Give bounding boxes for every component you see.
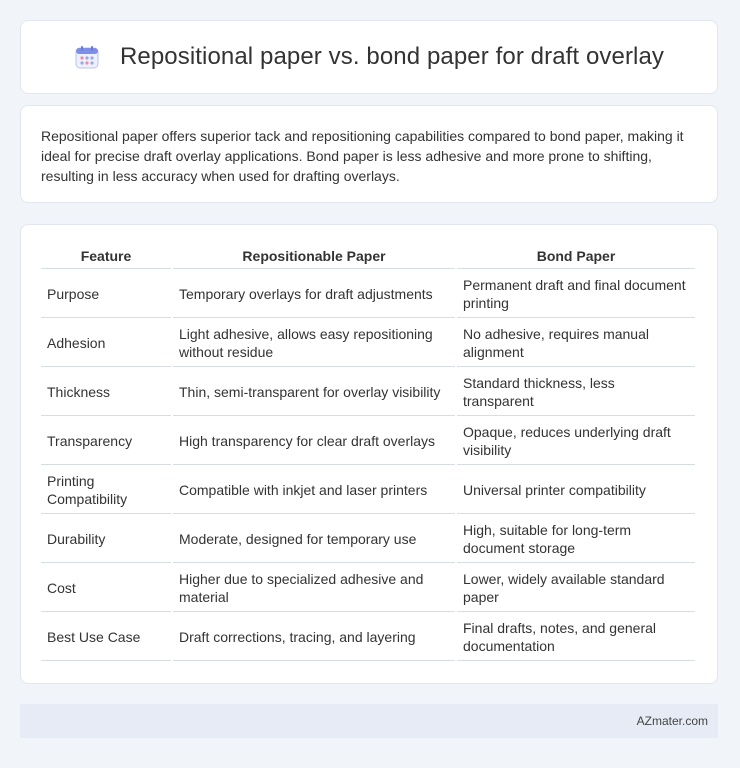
table-row [41,271,695,318]
repositionable-cell: Moderate, designed for temporary use [173,516,455,563]
repositionable-cell: Higher due to specialized adhesive and material [173,565,455,612]
repositionable-cell: Compatible with inkjet and laser printers [173,467,455,514]
feature-cell: Best Use Case [41,614,171,661]
comparison-table-card [20,224,718,684]
header-bond-paper: Bond Paper [457,245,695,269]
table-row [41,467,695,514]
table-row [41,320,695,367]
feature-cell: Printing Compatibility [41,467,171,514]
repositionable-cell: Light adhesive, allows easy repositioning without residue [173,320,455,367]
bond-cell: High, suitable for long-term document storage [457,516,695,563]
table-row [41,369,695,416]
table-row [41,614,695,661]
bond-cell: Final drafts, notes, and general documentation [457,614,695,661]
bond-cell: No adhesive, requires manual alignment [457,320,695,367]
repositionable-cell: Temporary overlays for draft adjustments [173,271,455,318]
bond-cell: Lower, widely available standard paper [457,565,695,612]
repositionable-cell: Thin, semi-transparent for overlay visibility [173,369,455,416]
table-row [41,516,695,563]
title-card [20,20,718,94]
intro-card [20,105,718,203]
bond-cell: Universal printer compatibility [457,467,695,514]
intro-text: Repositional paper offers superior tack and repositioning capabilities compared to bond paper, making it ideal for precise draft overlay applications. Bond paper is less adhesive and more prone to shifting, resulting in less accuracy when used for drafting overlays. [41,128,684,184]
footer-source: AZmater.com [636,714,708,728]
feature-cell: Thickness [41,369,171,416]
calendar-icon [74,44,100,70]
feature-cell: Purpose [41,271,171,318]
table-row [41,565,695,612]
footer [20,704,718,738]
bond-cell: Permanent draft and final document printing [457,271,695,318]
repositionable-cell: High transparency for clear draft overlays [173,418,455,465]
bond-cell: Opaque, reduces underlying draft visibility [457,418,695,465]
feature-cell: Transparency [41,418,171,465]
feature-cell: Adhesion [41,320,171,367]
repositionable-cell: Draft corrections, tracing, and layering [173,614,455,661]
feature-cell: Durability [41,516,171,563]
bond-cell: Standard thickness, less transparent [457,369,695,416]
header-feature: Feature [41,245,171,269]
comparison-table [39,243,697,663]
table-header-row [41,245,695,269]
feature-cell: Cost [41,565,171,612]
table-row [41,418,695,465]
page-title: Repositional paper vs. bond paper for draft overlay [119,43,665,70]
header-repositionable-paper: Repositionable Paper [173,245,455,269]
